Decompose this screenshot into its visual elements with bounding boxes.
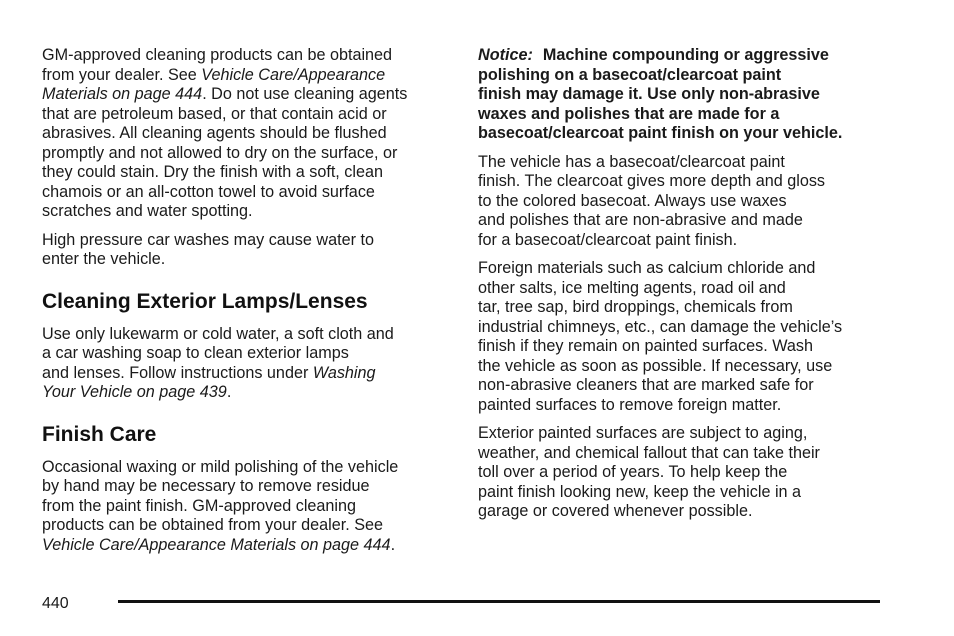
- text-line: Exterior painted surfaces are subject to aging,: [478, 424, 808, 442]
- text-line: they could stain. Dry the finish with a soft, clean: [42, 163, 384, 181]
- basecoat-paragraph: [478, 153, 898, 251]
- text-line: abrasives. All cleaning agents should be flushed: [42, 124, 387, 142]
- section-heading-lamps: Cleaning Exterior Lamps/Lenses: [42, 289, 368, 313]
- text-line: products can be obtained from your dealer. See: [42, 516, 384, 534]
- text-line: [42, 85, 447, 105]
- text-line: [478, 46, 898, 66]
- text-line: other salts, ice melting agents, road oil and: [478, 278, 786, 297]
- text-line: finish if they remain on painted surfaces. Wash: [478, 337, 814, 355]
- cross-reference-link[interactable]: Washing: [312, 363, 376, 382]
- exterior-surfaces-paragraph: [478, 424, 898, 522]
- text-line: [42, 364, 447, 384]
- text-line: Foreign materials such as calcium chloride and: [478, 259, 816, 277]
- text-line: painted surfaces to remove foreign matter.: [478, 395, 782, 414]
- text-line: paint finish looking new, keep the vehicle in a: [478, 482, 802, 501]
- left-column: [42, 46, 447, 564]
- text-line: promptly and not allowed to dry on the surface, or: [42, 143, 398, 162]
- cross-reference-link[interactable]: Vehicle Care/Appearance: [201, 65, 386, 84]
- text-line: and polishes that are non-abrasive and made: [478, 211, 803, 229]
- cross-reference-link[interactable]: Vehicle Care/Appearance Materials on page 444: [42, 535, 391, 554]
- text-line: finish may damage it. Use only non-abrasive: [478, 85, 820, 103]
- lamps-paragraph: [42, 325, 447, 403]
- text-line: that are petroleum based, or that contain acid or: [42, 104, 387, 123]
- text-line: polishing on a basecoat/clearcoat paint: [478, 65, 782, 84]
- text-line: The vehicle has a basecoat/clearcoat paint: [478, 152, 785, 171]
- cleaning-products-paragraph: [42, 46, 447, 222]
- right-column: [478, 46, 898, 531]
- notice-block: [478, 46, 898, 144]
- text-line: the vehicle as soon as possible. If necessary, use: [478, 356, 833, 375]
- text-line: [42, 66, 447, 86]
- text-line: industrial chimneys, etc., can damage the vehicle’s: [478, 317, 843, 336]
- text-line: finish. The clearcoat gives more depth and gloss: [478, 172, 826, 190]
- cross-reference-link[interactable]: Your Vehicle on page 439: [42, 383, 227, 401]
- section-heading-finish-care: Finish Care: [42, 422, 157, 446]
- text-line: non-abrasive cleaners that are marked safe for: [478, 376, 814, 394]
- foreign-materials-paragraph: [478, 259, 898, 415]
- text-line: scratches and water spotting.: [42, 202, 253, 220]
- text-line: GM-approved cleaning products can be obtained: [42, 46, 393, 64]
- text-line: chamois or an all-cotton towel to avoid surface: [42, 182, 375, 201]
- text-line: for a basecoat/clearcoat paint finish.: [478, 230, 738, 249]
- text-line: by hand may be necessary to remove residue: [42, 477, 370, 495]
- text-line: Use only lukewarm or cold water, a soft cloth and: [42, 324, 394, 343]
- text-line: waxes and polishes that are made for a: [478, 104, 780, 123]
- text-line: Occasional waxing or mild polishing of the vehicle: [42, 457, 399, 476]
- text-run: from your dealer. See: [42, 65, 202, 84]
- text-line: High pressure car washes may cause water to: [42, 230, 374, 249]
- text-run: .: [390, 535, 396, 554]
- cross-reference-link[interactable]: Materials on page 444: [42, 85, 203, 103]
- text-line: [42, 383, 447, 403]
- page-number: 440: [42, 595, 69, 612]
- text-line: from the paint finish. GM-approved cleaning: [42, 496, 357, 515]
- text-line: tar, tree sap, bird droppings, chemicals from: [478, 298, 793, 316]
- finish-care-paragraph: [42, 458, 447, 556]
- text-line: to the colored basecoat. Always use waxes: [478, 191, 787, 210]
- text-run: . Do not use cleaning agents: [202, 85, 408, 103]
- text-run: .: [226, 383, 232, 401]
- text-line: garage or covered whenever possible.: [478, 502, 753, 520]
- text-run: and lenses. Follow instructions under: [42, 363, 313, 382]
- pressure-wash-paragraph: [42, 231, 447, 270]
- text-line: basecoat/clearcoat paint finish on your vehicle.: [478, 124, 843, 142]
- text-line: enter the vehicle.: [42, 250, 166, 268]
- text-line: weather, and chemical fallout that can take their: [478, 443, 820, 462]
- text-line: [42, 536, 447, 556]
- footer-divider: [118, 600, 880, 603]
- notice-label: Notice:: [478, 46, 533, 64]
- text-line: toll over a period of years. To help keep the: [478, 463, 788, 481]
- text-run: Machine compounding or aggressive: [542, 46, 829, 64]
- text-line: a car washing soap to clean exterior lamps: [42, 344, 349, 362]
